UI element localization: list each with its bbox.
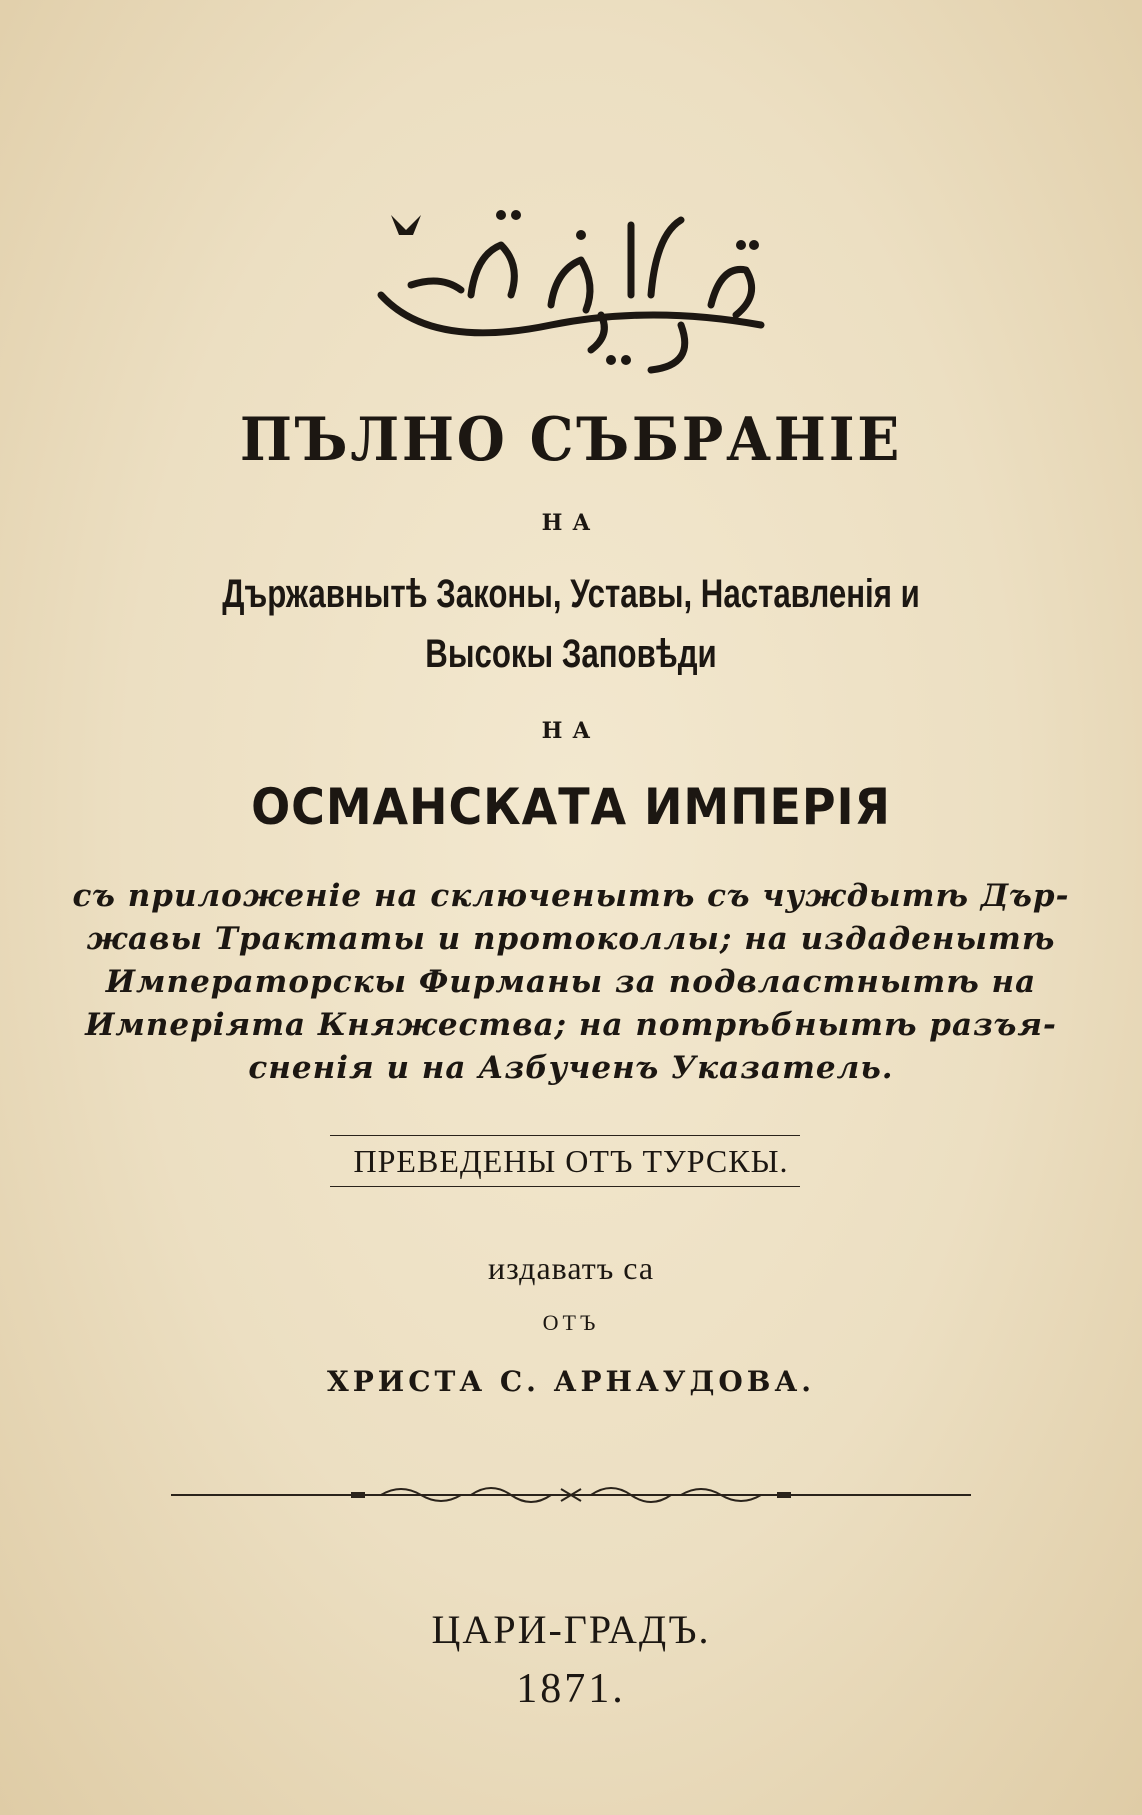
author-name: ХРИСТА С. АРНАУДОВА. — [326, 1365, 816, 1398]
description-line: сненія и на Азбученъ Указатель. — [248, 1050, 894, 1086]
main-title: ПЪЛНО СЪБРАНIЕ — [239, 405, 903, 475]
publication-year: 1871. — [516, 1666, 626, 1712]
na-connector-2: НА — [541, 718, 601, 744]
empire-heading: ОСМАНСКАТА ИМПЕРІЯ — [251, 778, 891, 836]
city-name: ЦАРИ-ГРАДЪ. — [431, 1607, 711, 1652]
calligraphy-svg — [351, 175, 791, 385]
calligraphy-text: قوانين دولت عليه — [351, 175, 359, 176]
divider-bottom — [330, 1186, 800, 1187]
publisher-note: издаватъ са — [487, 1250, 655, 1286]
subtitle-line-1: Държавнытѣ Законы, Уставы, Наставленія и — [222, 572, 920, 616]
description-line: Имперіята Княжества; на потрѣбнытѣ разъя- — [85, 1007, 1057, 1043]
description-line: жавы Трактаты и протоколлы; на издаденытѣ — [86, 921, 1056, 957]
subtitle-line-2: Высокы Заповѣди — [425, 632, 717, 676]
divider-top — [330, 1135, 800, 1136]
ornamental-rule — [0, 1475, 1142, 1515]
ornament-svg — [171, 1475, 971, 1515]
description-line: съ приложеніе на сключенытѣ съ чуждытѣ Дър- — [72, 878, 1070, 914]
na-connector-1: НА — [541, 510, 601, 536]
from-word: ОТЪ — [542, 1310, 600, 1335]
translated-from: ПРЕВЕДЕНЫ ОТЪ ТУРСКЫ. — [353, 1143, 789, 1179]
description-line: Императорскы Фирманы за подвластнытѣ на — [105, 964, 1037, 1000]
ottoman-calligraphy-heading — [0, 175, 1142, 395]
